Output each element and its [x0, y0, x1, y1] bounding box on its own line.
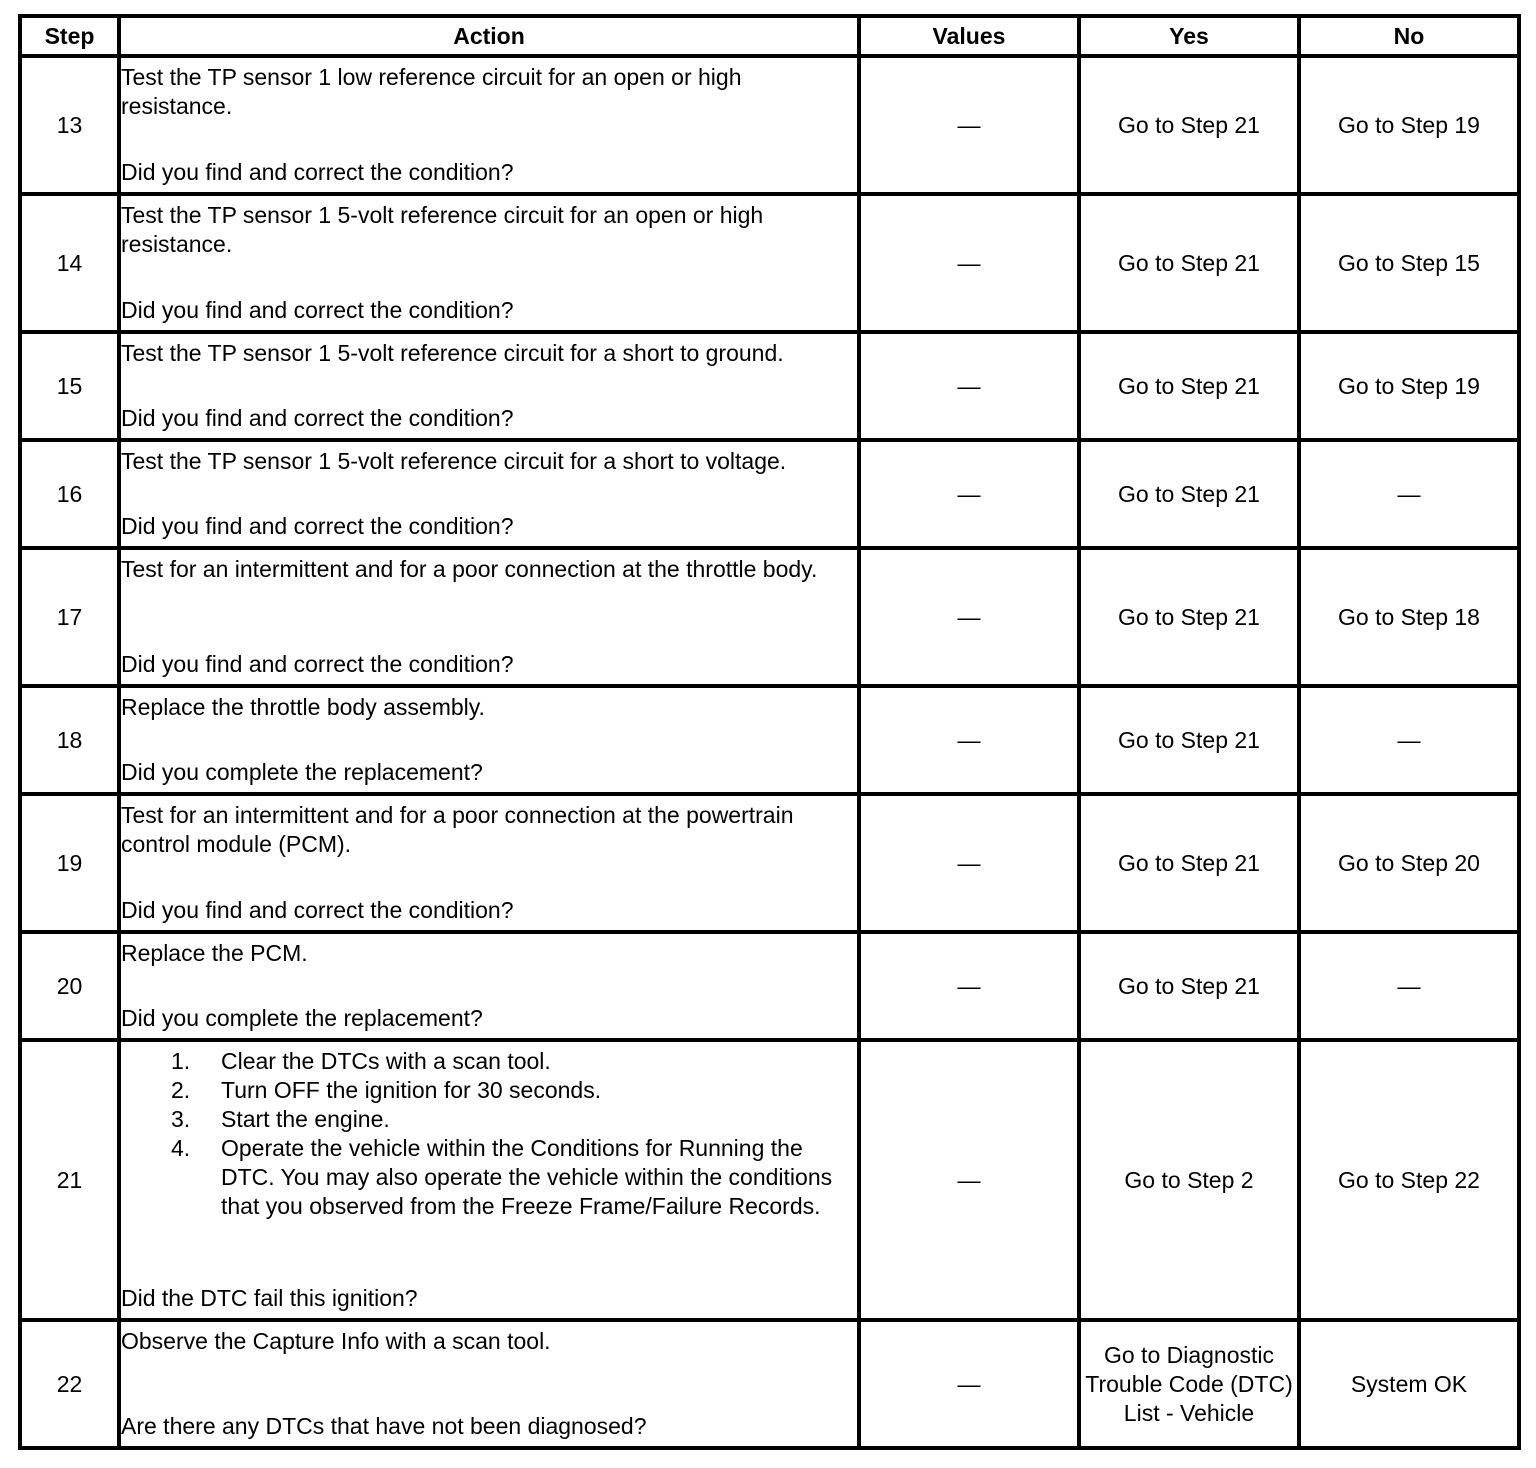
values-cell: —	[859, 1320, 1079, 1448]
list-item-text: Clear the DTCs with a scan tool.	[221, 1048, 551, 1074]
no-result: —	[1299, 686, 1519, 794]
values-cell: —	[859, 440, 1079, 548]
instruction-list	[121, 1047, 857, 1221]
list-item-text: Operate the vehicle within the Conditions for Running the DTC. You may also operate the vehicle within the conditions that you observed from the Freeze Frame/Failure Records.	[221, 1135, 833, 1219]
action-instruction: Replace the PCM.	[121, 940, 308, 966]
no-result: Go to Step 22	[1299, 1040, 1519, 1320]
action-question: Did you complete the replacement?	[121, 759, 483, 785]
list-item-number: 2.	[171, 1077, 191, 1103]
action-cell	[119, 56, 859, 194]
header-values: Values	[859, 16, 1079, 56]
action-question: Did you find and correct the condition?	[121, 513, 514, 539]
table-row	[20, 440, 1519, 548]
action-instruction: Test the TP sensor 1 low reference circuit for an open or high resistance.	[121, 64, 748, 119]
table-row	[20, 794, 1519, 932]
yes-result: Go to Step 21	[1079, 794, 1299, 932]
action-content	[121, 339, 857, 433]
step-number: 22	[20, 1320, 119, 1448]
table-row	[20, 1040, 1519, 1320]
yes-result: Go to Step 21	[1079, 194, 1299, 332]
action-instruction: Test the TP sensor 1 5-volt reference circuit for an open or high resistance.	[121, 202, 770, 257]
yes-result: Go to Step 21	[1079, 332, 1299, 440]
yes-result: Go to Diagnostic Trouble Code (DTC) List - Vehicle	[1079, 1320, 1299, 1448]
yes-result: Go to Step 21	[1079, 686, 1299, 794]
values-cell: —	[859, 194, 1079, 332]
action-cell	[119, 794, 859, 932]
values-cell: —	[859, 794, 1079, 932]
instruction-list-item	[121, 1076, 857, 1105]
action-question: Did you complete the replacement?	[121, 1005, 483, 1031]
no-result: —	[1299, 932, 1519, 1040]
action-cell	[119, 440, 859, 548]
step-number: 13	[20, 56, 119, 194]
list-item-number: 1.	[171, 1048, 191, 1074]
action-content	[121, 801, 857, 925]
action-instruction: Test for an intermittent and for a poor connection at the throttle body.	[121, 556, 818, 582]
instruction-list-item	[121, 1105, 857, 1134]
header-yes: Yes	[1079, 16, 1299, 56]
action-question: Did you find and correct the condition?	[121, 405, 514, 431]
action-cell	[119, 194, 859, 332]
action-instruction: Observe the Capture Info with a scan tool.	[121, 1328, 551, 1354]
no-result: Go to Step 19	[1299, 332, 1519, 440]
values-cell: —	[859, 332, 1079, 440]
action-content	[121, 201, 857, 325]
no-result: System OK	[1299, 1320, 1519, 1448]
action-question: Did the DTC fail this ignition?	[121, 1285, 418, 1311]
step-number: 19	[20, 794, 119, 932]
step-number: 21	[20, 1040, 119, 1320]
action-question: Did you find and correct the condition?	[121, 897, 514, 923]
list-item-number: 4.	[171, 1135, 191, 1161]
step-number: 20	[20, 932, 119, 1040]
values-cell: —	[859, 548, 1079, 686]
no-result: Go to Step 20	[1299, 794, 1519, 932]
table-row	[20, 1320, 1519, 1448]
step-number: 17	[20, 548, 119, 686]
action-instruction: Test the TP sensor 1 5-volt reference circuit for a short to ground.	[121, 340, 784, 366]
step-number: 14	[20, 194, 119, 332]
instruction-list-item	[121, 1134, 857, 1221]
header-action: Action	[119, 16, 859, 56]
action-cell	[119, 686, 859, 794]
action-question: Did you find and correct the condition?	[121, 297, 514, 323]
list-item-text: Start the engine.	[221, 1106, 390, 1132]
action-question: Did you find and correct the condition?	[121, 651, 514, 677]
action-cell	[119, 1040, 859, 1320]
header-row	[20, 16, 1519, 56]
action-content	[121, 447, 857, 541]
action-instruction: Test for an intermittent and for a poor connection at the powertrain control module (PCM).	[121, 802, 800, 857]
action-question: Did you find and correct the condition?	[121, 159, 514, 185]
table-row	[20, 194, 1519, 332]
action-instruction: Replace the throttle body assembly.	[121, 694, 485, 720]
yes-result: Go to Step 2	[1079, 1040, 1299, 1320]
yes-result: Go to Step 21	[1079, 440, 1299, 548]
action-cell	[119, 1320, 859, 1448]
step-number: 15	[20, 332, 119, 440]
yes-result: Go to Step 21	[1079, 56, 1299, 194]
values-cell: —	[859, 932, 1079, 1040]
action-cell	[119, 548, 859, 686]
action-content	[121, 1047, 857, 1313]
header-step: Step	[20, 16, 119, 56]
action-content	[121, 555, 857, 679]
action-content	[121, 693, 857, 787]
values-cell: —	[859, 56, 1079, 194]
table-row	[20, 332, 1519, 440]
step-number: 18	[20, 686, 119, 794]
table-row	[20, 686, 1519, 794]
no-result: —	[1299, 440, 1519, 548]
header-no: No	[1299, 16, 1519, 56]
yes-result: Go to Step 21	[1079, 548, 1299, 686]
action-content	[121, 939, 857, 1033]
list-item-number: 3.	[171, 1106, 191, 1132]
table-row	[20, 56, 1519, 194]
no-result: Go to Step 18	[1299, 548, 1519, 686]
table-row	[20, 932, 1519, 1040]
diagnostic-table	[18, 14, 1521, 1450]
action-content	[121, 1327, 857, 1441]
table-row	[20, 548, 1519, 686]
action-question: Are there any DTCs that have not been diagnosed?	[121, 1413, 647, 1439]
instruction-list-item	[121, 1047, 857, 1076]
list-item-text: Turn OFF the ignition for 30 seconds.	[221, 1077, 602, 1103]
action-cell	[119, 932, 859, 1040]
action-cell	[119, 332, 859, 440]
step-number: 16	[20, 440, 119, 548]
values-cell: —	[859, 1040, 1079, 1320]
action-content	[121, 63, 857, 187]
no-result: Go to Step 15	[1299, 194, 1519, 332]
no-result: Go to Step 19	[1299, 56, 1519, 194]
yes-result: Go to Step 21	[1079, 932, 1299, 1040]
values-cell: —	[859, 686, 1079, 794]
action-instruction: Test the TP sensor 1 5-volt reference circuit for a short to voltage.	[121, 448, 787, 474]
